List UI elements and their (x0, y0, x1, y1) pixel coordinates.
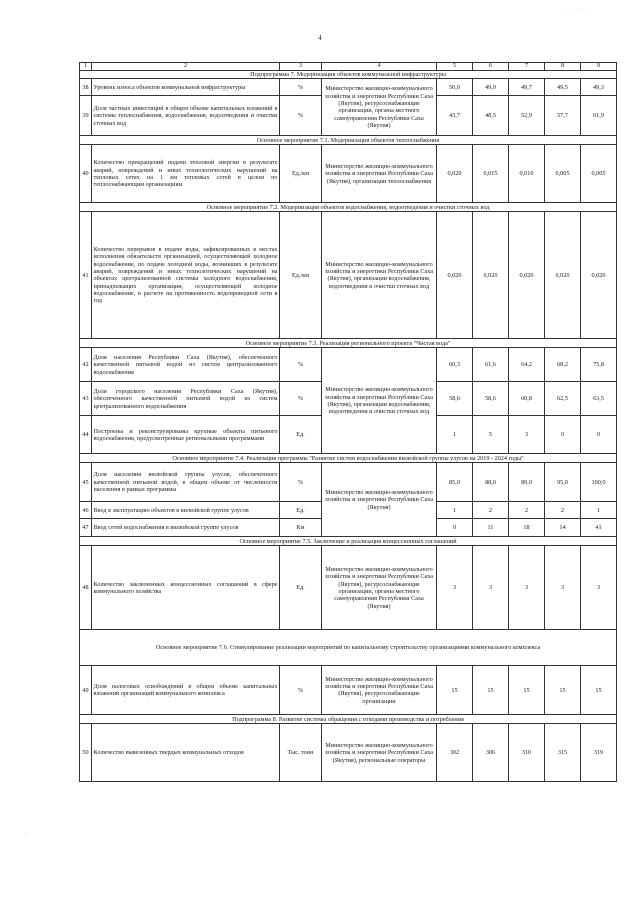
value-cell: 0,010 (509, 145, 545, 203)
value-cell: 88,0 (473, 463, 509, 502)
responsible-cell: Министерство жилищно-коммунального хозяйства и энергетики Республики Саха (Якутия), ресурсоснабжающие организации, органы местного самоуправления Республики Саха (Якутия) (322, 546, 437, 630)
value-cell: 5 (473, 416, 509, 454)
responsible-cell: Министерство жилищно-коммунального хозяйства и энергетики Республики Саха (Якутия), региональные операторы (322, 724, 437, 782)
value-cell: 0,020 (437, 212, 473, 339)
row-number: 38 (80, 79, 92, 96)
value-cell: 0,020 (545, 212, 581, 339)
row-number: 43 (80, 382, 92, 416)
value-cell: 1 (437, 416, 473, 454)
value-cell: 11 (473, 519, 509, 537)
row-number: 50 (80, 724, 92, 782)
value-cell: 0,020 (437, 145, 473, 203)
section-row (80, 339, 617, 348)
indicator-name: Ввод сетей водоснабжения в вилюйской группе улусов (92, 519, 280, 537)
unit-cell: % (280, 382, 322, 416)
indicator-name: Доля населения вилюйской группы улусов, обеспеченного качественной питьевой водой, в общем объеме от численности населения в рамках программы (92, 463, 280, 502)
unit-cell: Ед. (280, 502, 322, 519)
value-cell: 60,8 (509, 382, 545, 416)
unit-cell: % (280, 96, 322, 136)
corner-mark: . . . . . (565, 6, 588, 12)
value-cell: 50,0 (437, 79, 473, 96)
table-row (80, 348, 617, 382)
responsible-cell: Министерство жилищно-коммунального хозяйства и энергетики Республики Саха (Якутия), организации водоснабжения, водоотведения и очистки сточных вод (322, 348, 437, 454)
table-row (80, 666, 617, 715)
value-cell: 0,020 (581, 212, 617, 339)
value-cell: 63,5 (581, 382, 617, 416)
row-number: 48 (80, 546, 92, 630)
value-cell: 315 (545, 724, 581, 782)
value-cell: 61,6 (473, 348, 509, 382)
section-title: Подпрограмма 8. Развитие системы обращения с отходами производства и потребления (80, 715, 617, 724)
section-row (80, 630, 617, 666)
section-title: Основное мероприятие 7.4. Реализация программы "Развитие систем водоснабжения вилюйской группы улусов на 2019 - 2024 годы" (80, 454, 617, 463)
value-cell: 61,9 (581, 96, 617, 136)
value-cell: 0,020 (509, 212, 545, 339)
indicator-name: Доля налоговых освобождений в общем объеме капитальных вложений организаций коммунального комплекса (92, 666, 280, 715)
value-cell: 302 (437, 724, 473, 782)
table-row (80, 463, 617, 502)
value-cell: 3 (437, 546, 473, 630)
row-number: 45 (80, 463, 92, 502)
value-cell: 0 (437, 519, 473, 537)
section-title: Основное мероприятие 7.3. Реализация регионального проекта "Чистая вода" (80, 339, 617, 348)
row-number: 49 (80, 666, 92, 715)
indicator-name: Количество перерывов в подаче воды, зафиксированных в местах исполнения обязательств организацией, осуществляющей холодное водоснабжение, по подаче холодной воды, возникших в результате аварий, повреждений и иных технологических нарушений на объектах централизованной системы холодного водоснабжения, принадлежащих организации, осуществляющей холодное водоснабжение, в расчете на протяженность водопроводной сети в год (92, 212, 280, 339)
value-cell: 15 (509, 666, 545, 715)
section-title: Основное мероприятие 7.1. Модернизация объектов теплоснабжения (80, 136, 617, 145)
value-cell: 52,9 (509, 96, 545, 136)
indicator-name: Ввод в эксплуатацию объектов в вилюйской группе улусов (92, 502, 280, 519)
value-cell: 18 (509, 519, 545, 537)
header-cell: 2 (92, 63, 280, 71)
value-cell: 0,020 (473, 212, 509, 339)
indicator-name: Количество вывезенных твердых коммунальных отходов (92, 724, 280, 782)
value-cell: 49,5 (545, 79, 581, 96)
margin-mark: . (24, 830, 26, 835)
responsible-cell: Министерство жилищно-коммунального хозяйства и энергетики Республики Саха (Якутия), ресурсоснабжающие организации (322, 666, 437, 715)
header-cell: 1 (80, 63, 92, 71)
value-cell: 0,005 (581, 145, 617, 203)
value-cell: 310 (509, 724, 545, 782)
section-title: Основное мероприятие 7.6. Стимулирование реализации мероприятий по капитальному строительству организациями коммунального комплекса (80, 630, 617, 666)
indicator-name: Доля населения Республики Саха (Якутия), обеспеченного качественной питьевой водой из систем централизованного водоснабжения (92, 348, 280, 382)
value-cell: 62,5 (545, 382, 581, 416)
value-cell: 0 (581, 416, 617, 454)
section-row (80, 136, 617, 145)
value-cell: 1 (437, 502, 473, 519)
value-cell: 64,2 (509, 348, 545, 382)
unit-cell: Ед./км (280, 145, 322, 203)
header-cell: 5 (437, 63, 473, 71)
header-cell: 3 (280, 63, 322, 71)
value-cell: 41 (581, 519, 617, 537)
section-row (80, 715, 617, 724)
value-cell: 3 (473, 546, 509, 630)
value-cell: 306 (473, 724, 509, 782)
value-cell: 15 (545, 666, 581, 715)
value-cell: 2 (473, 502, 509, 519)
indicators-table (79, 62, 617, 782)
row-number: 41 (80, 212, 92, 339)
table-row (80, 212, 617, 339)
header-cell: 8 (545, 63, 581, 71)
value-cell: 2 (509, 502, 545, 519)
responsible-cell: Министерство жилищно-коммунального хозяйства и энергетики Республики Саха (Якутия), ресурсоснабжающие организации, органы местного самоуправления Республики Саха (Якутия) (322, 79, 437, 136)
value-cell: 2 (545, 502, 581, 519)
table-row (80, 724, 617, 782)
indicator-name: Уровень износа объектов коммунальной инфраструктуры (92, 79, 280, 96)
responsible-cell: Министерство жилищно-коммунального хозяйства и энергетики Республики Саха (Якутия) (322, 463, 437, 537)
value-cell: 49,3 (581, 79, 617, 96)
row-number: 39 (80, 96, 92, 136)
value-cell: 3 (509, 546, 545, 630)
value-cell: 0,015 (473, 145, 509, 203)
unit-cell: % (280, 463, 322, 502)
header-cell: 4 (322, 63, 437, 71)
unit-cell: % (280, 79, 322, 96)
header-cell: 7 (509, 63, 545, 71)
value-cell: 0,005 (545, 145, 581, 203)
value-cell: 14 (545, 519, 581, 537)
header-cell: 6 (473, 63, 509, 71)
section-row (80, 537, 617, 546)
value-cell: 1 (581, 502, 617, 519)
value-cell: 57,7 (545, 96, 581, 136)
row-number: 44 (80, 416, 92, 454)
row-number: 42 (80, 348, 92, 382)
row-number: 47 (80, 519, 92, 537)
table-row (80, 145, 617, 203)
indicator-name: Доля городского населения Республики Саха (Якутия), обеспеченного качественной питьевой водой из систем централизованного водоснабжения (92, 382, 280, 416)
table-row (80, 79, 617, 96)
header-row (80, 63, 617, 71)
value-cell: 75,8 (581, 348, 617, 382)
value-cell: 68,2 (545, 348, 581, 382)
value-cell: 100,0 (581, 463, 617, 502)
value-cell: 3 (545, 546, 581, 630)
unit-cell: Тыс. тонн (280, 724, 322, 782)
value-cell: 85,0 (437, 463, 473, 502)
value-cell: 15 (437, 666, 473, 715)
row-number: 46 (80, 502, 92, 519)
value-cell: 3 (509, 416, 545, 454)
section-title: Основное мероприятие 7.5. Заключение и реализация концессионных соглашений (80, 537, 617, 546)
value-cell: 319 (581, 724, 617, 782)
indicator-name: Доля частных инвестиций в общем объеме капитальных вложений в системы теплоснабжения, водоснабжения, водоотведения и очистки сточных вод (92, 96, 280, 136)
value-cell: 0 (545, 416, 581, 454)
indicator-name: Построены и реконструированы крупные объекты питьевого водоснабжения, предусмотренные региональными программами (92, 416, 280, 454)
section-row (80, 71, 617, 79)
section-row (80, 454, 617, 463)
value-cell: 15 (581, 666, 617, 715)
value-cell: 43,7 (437, 96, 473, 136)
value-cell: 15 (473, 666, 509, 715)
table-row (80, 546, 617, 630)
responsible-cell: Министерство жилищно-коммунального хозяйства и энергетики Республики Саха (Якутия), организации водоснабжения, водоотведения и очистки сточных вод (322, 212, 437, 339)
unit-cell: Км (280, 519, 322, 537)
value-cell: 58,6 (473, 382, 509, 416)
unit-cell: Ед./км (280, 212, 322, 339)
unit-cell: % (280, 666, 322, 715)
unit-cell: % (280, 348, 322, 382)
value-cell: 49,9 (473, 79, 509, 96)
section-row (80, 203, 617, 212)
header-cell: 9 (581, 63, 617, 71)
indicator-name: Количество прекращений подачи тепловой энергии в результате аварий, повреждений и иных технологических нарушений на тепловых сетях на 1 км тепловых сетей в целом по теплоснабжающим организациям (92, 145, 280, 203)
row-number: 40 (80, 145, 92, 203)
value-cell: 48,5 (473, 96, 509, 136)
value-cell: 60,3 (437, 348, 473, 382)
value-cell: 58,6 (437, 382, 473, 416)
value-cell: 3 (581, 546, 617, 630)
responsible-cell: Министерство жилищно-коммунального хозяйства и энергетики Республики Саха (Якутия), организации теплоснабжения (322, 145, 437, 203)
section-title: Подпрограмма 7. Модернизация объектов коммунальной инфраструктуры (80, 71, 617, 79)
value-cell: 49,7 (509, 79, 545, 96)
unit-cell: Ед. (280, 546, 322, 630)
value-cell: 95,0 (545, 463, 581, 502)
indicator-name: Количество заключенных концессионных соглашений в сфере коммунального хозяйства (92, 546, 280, 630)
page-number: 4 (318, 34, 322, 42)
value-cell: 89,0 (509, 463, 545, 502)
section-title: Основное мероприятие 7.2. Модернизация объектов водоснабжения, водоотведения и очистки сточных вод (80, 203, 617, 212)
unit-cell: Ед. (280, 416, 322, 454)
